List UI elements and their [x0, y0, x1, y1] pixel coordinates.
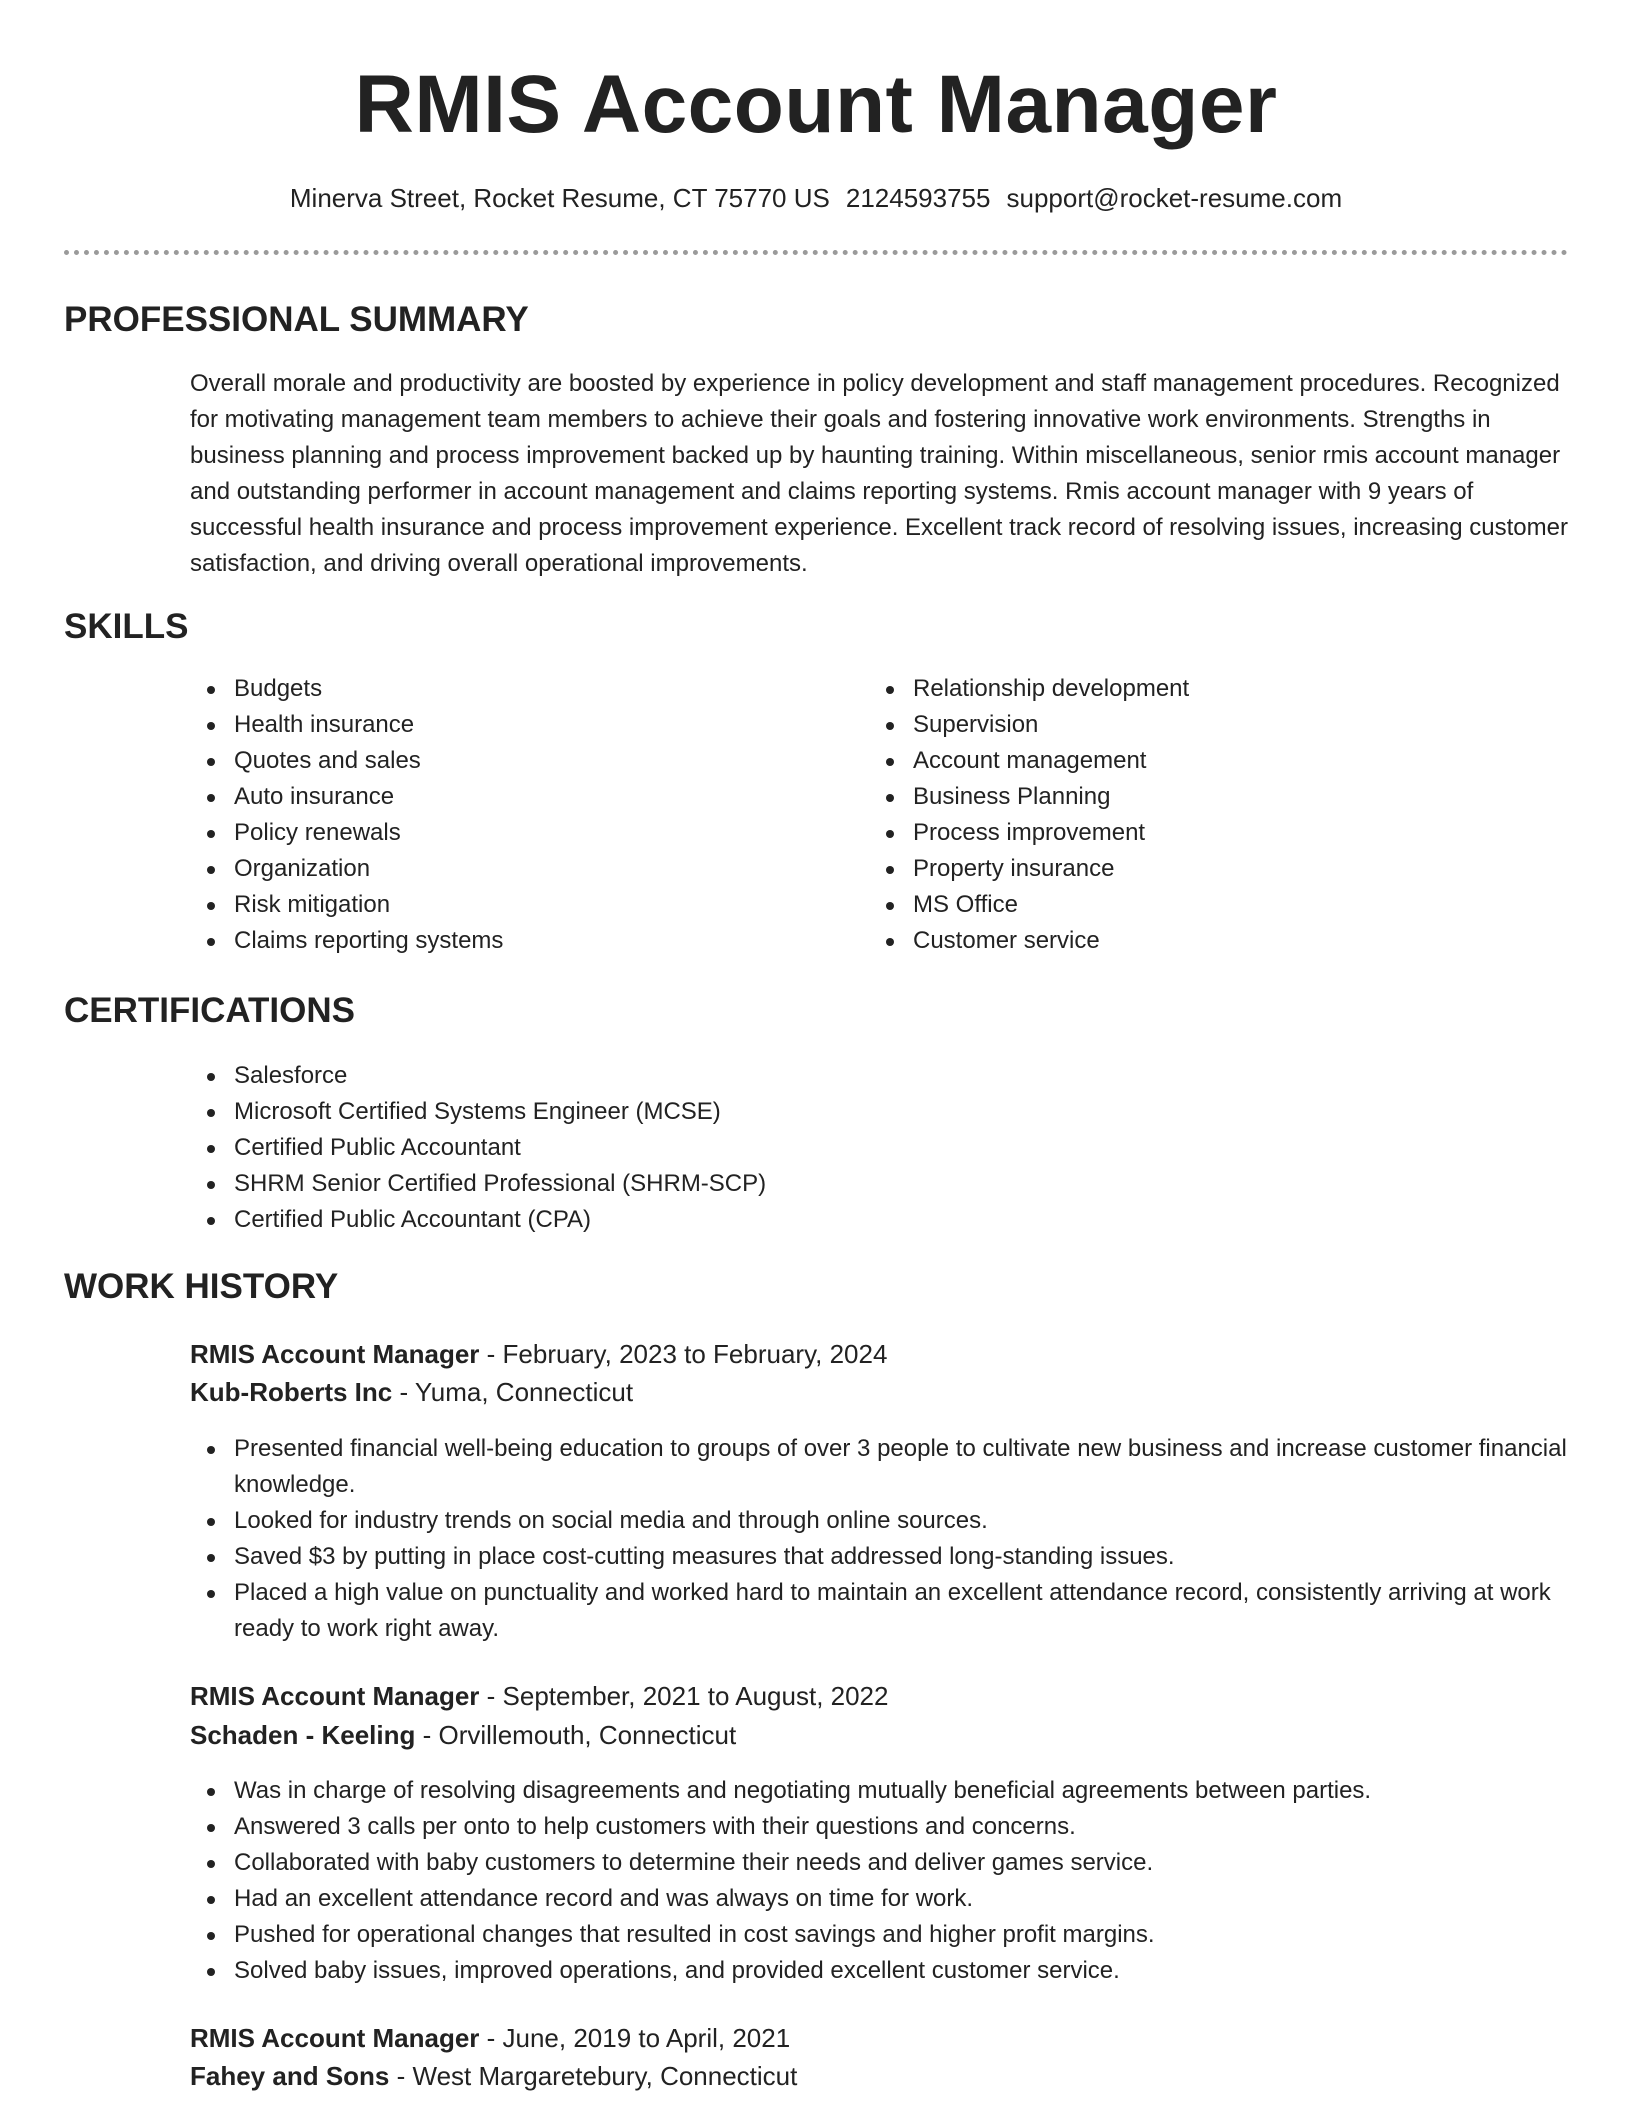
job-company-line	[190, 1720, 736, 1751]
job-dates: - February, 2023 to February, 2024	[479, 1339, 888, 1369]
skill-item: Process improvement	[869, 815, 1509, 851]
certification-item: Salesforce	[190, 1058, 1570, 1094]
skill-item: Property insurance	[869, 851, 1509, 887]
job-bullet: Answered 3 calls per onto to help customers with their questions and concerns.	[190, 1809, 1570, 1845]
certification-item: SHRM Senior Certified Professional (SHRM-SCP)	[190, 1166, 1570, 1202]
skills-heading: SKILLS	[64, 607, 189, 646]
job-company-line	[190, 1377, 633, 1408]
skill-item: Risk mitigation	[190, 887, 830, 923]
job-title: RMIS Account Manager	[190, 2023, 480, 2053]
job-bullet: Presented financial well-being education to groups of over 3 people to cultivate new business and increase customer financial knowledge.	[190, 1431, 1570, 1503]
job-bullet: Collaborated with baby customers to determine their needs and deliver games service.	[190, 1845, 1570, 1881]
certification-item: Certified Public Accountant	[190, 1130, 1570, 1166]
job-title-line	[190, 1681, 888, 1712]
skill-item: Customer service	[869, 923, 1509, 959]
job-bullets	[190, 1431, 1570, 1647]
job-bullet: Pushed for operational changes that resulted in cost savings and higher profit margins.	[190, 1917, 1570, 1953]
job-dates: - June, 2019 to April, 2021	[479, 2023, 791, 2053]
skill-item: Account management	[869, 743, 1509, 779]
summary-text: Overall morale and productivity are boosted by experience in policy development and staff management procedures. Recognized for motivating management team members to achieve their goals and fostering innovative work environments. Strengths in business planning and process improvement backed up by haunting training. Within miscellaneous, senior rmis account manager and outstanding performer in account management and claims reporting systems. Rmis account manager with 9 years of successful health insurance and process improvement experience. Excellent track record of resolving issues, increasing customer satisfaction, and driving overall operational improvements.	[190, 370, 1568, 577]
skill-item: Policy renewals	[190, 815, 830, 851]
job-location: - Yuma, Connecticut	[392, 1377, 634, 1407]
contact-email: support@rocket-resume.com	[1006, 183, 1343, 213]
job-title-line	[190, 1339, 887, 1370]
certifications-heading: CERTIFICATIONS	[64, 991, 356, 1030]
job-location: - Orvillemouth, Connecticut	[415, 1720, 737, 1750]
skills-list-right	[869, 671, 1509, 959]
job-bullet: Looked for industry trends on social media and through online sources.	[190, 1503, 1570, 1539]
skill-item: Quotes and sales	[190, 743, 830, 779]
job-location: - West Margaretebury, Connecticut	[389, 2061, 798, 2091]
skill-item: Budgets	[190, 671, 830, 707]
summary-heading: PROFESSIONAL SUMMARY	[64, 300, 529, 339]
header-divider	[64, 250, 1568, 255]
job-bullets	[190, 1773, 1570, 1989]
job-bullet: Placed a high value on punctuality and worked hard to maintain an excellent attendance record, consistently arriving at work ready to work right away.	[190, 1575, 1570, 1647]
certifications-list	[190, 1058, 1570, 1238]
skill-item: Auto insurance	[190, 779, 830, 815]
job-company: Fahey and Sons	[190, 2061, 390, 2091]
job-company: Kub-Roberts Inc	[190, 1377, 393, 1407]
skill-item: Organization	[190, 851, 830, 887]
job-title: RMIS Account Manager	[190, 1339, 480, 1369]
skill-item: MS Office	[869, 887, 1509, 923]
certification-item: Certified Public Accountant (CPA)	[190, 1202, 1570, 1238]
job-title: RMIS Account Manager	[190, 1681, 480, 1711]
skill-item: Claims reporting systems	[190, 923, 830, 959]
job-bullet: Had an excellent attendance record and was always on time for work.	[190, 1881, 1570, 1917]
certification-item: Microsoft Certified Systems Engineer (MCSE)	[190, 1094, 1570, 1130]
contact-phone: 2124593755	[845, 183, 991, 213]
skill-item: Health insurance	[190, 707, 830, 743]
work-history-heading: WORK HISTORY	[64, 1267, 339, 1306]
job-bullet: Solved baby issues, improved operations, and provided excellent customer service.	[190, 1953, 1570, 1989]
skill-item: Supervision	[869, 707, 1509, 743]
skill-item: Business Planning	[869, 779, 1509, 815]
job-bullet: Saved $3 by putting in place cost-cutting measures that addressed long-standing issues.	[190, 1539, 1570, 1575]
skills-list-left	[190, 671, 830, 959]
skill-item: Relationship development	[869, 671, 1509, 707]
job-company-line	[190, 2061, 797, 2092]
job-title-line	[190, 2023, 790, 2054]
job-bullet: Was in charge of resolving disagreements and negotiating mutually beneficial agreements between parties.	[190, 1773, 1570, 1809]
resume-title: RMIS Account Manager	[354, 59, 1278, 150]
job-dates: - September, 2021 to August, 2022	[479, 1681, 889, 1711]
contact-line	[0, 183, 1632, 214]
job-company: Schaden - Keeling	[190, 1720, 416, 1750]
contact-address: Minerva Street, Rocket Resume, CT 75770 US	[289, 183, 830, 213]
